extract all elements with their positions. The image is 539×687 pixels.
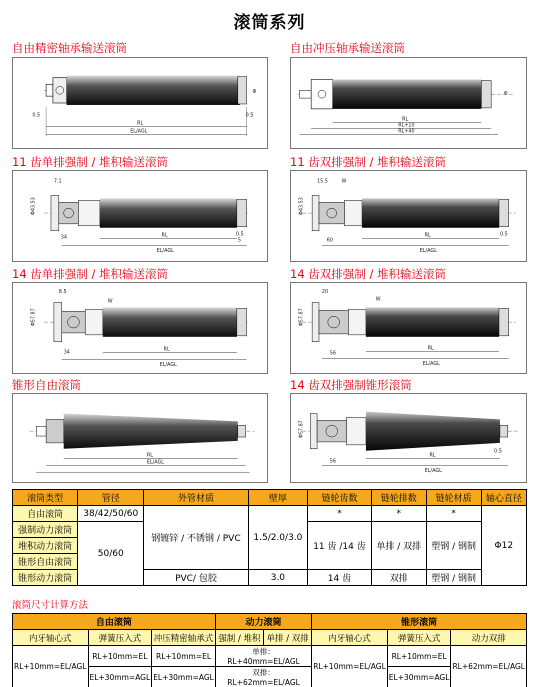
dim-label-diameter: Φ43.53 — [30, 197, 37, 216]
group-taper: 锥形滚筒 — [312, 614, 527, 630]
dim-label-el: EL/AGL — [146, 459, 165, 466]
dim-label-56: 56 — [329, 350, 336, 357]
sub-free-spring: 弹簧压入式 — [88, 630, 152, 646]
cell-sprocket: * — [426, 506, 481, 522]
drawing-11-double — [290, 170, 527, 262]
cell-shaft: Φ12 — [481, 506, 526, 586]
dim-label-5: 5 — [237, 237, 241, 244]
dim-label-rl-40: RL+40 — [398, 128, 415, 135]
dim-label-w: W — [341, 178, 347, 185]
section-title-free-press: 自由冲压轴承输送滚筒 — [290, 41, 405, 55]
v-free-spring-1: RL+10mm=EL — [88, 646, 152, 667]
section-title-11-single: 11 齿单排强制 / 堆积输送滚筒 — [12, 155, 168, 169]
dim-label-15-5: 15.5 — [317, 178, 328, 185]
sub-power-forced: 强制 / 堆积 — [215, 630, 263, 646]
drawing-14-single — [12, 282, 268, 374]
cell-rows: 双排 — [371, 570, 426, 586]
roller-drawing-4 — [291, 171, 526, 261]
col-pipe: 管径 — [78, 490, 144, 506]
v-free-press-2: EL+30mm=AGL — [152, 667, 216, 687]
v-power-2: 双排：RL+62mm=EL/AGL — [215, 667, 311, 687]
roller-drawing-2 — [291, 58, 526, 148]
calc-value-row — [13, 667, 527, 687]
dim-label-rl: RL — [427, 345, 434, 352]
row-type-forced: 强制动力滚筒 — [13, 522, 78, 538]
v-free-inner: RL+10mm=EL/AGL — [13, 646, 89, 687]
cell-wall: 3.0 — [248, 570, 308, 586]
v-taper-spring-2: EL+30mm=AGL — [387, 667, 451, 687]
dim-label-34: 34 — [60, 234, 67, 241]
dim-label-7-1: 7.1 — [53, 178, 62, 185]
cell-teeth: * — [308, 506, 372, 522]
dim-label-60: 60 — [326, 237, 334, 244]
table-row — [13, 506, 527, 522]
dim-label-w: W — [107, 298, 113, 305]
dim-label-34: 34 — [63, 349, 70, 356]
cell-sprocket-mid: 塑钢 / 钢制 — [426, 522, 481, 570]
col-rows: 链轮排数 — [371, 490, 426, 506]
roller-drawing-6 — [291, 283, 526, 373]
v-free-press-1: RL+10mm=EL — [152, 646, 216, 667]
col-shaft: 轴心直径 — [481, 490, 526, 506]
section-title-14-single: 14 齿单排强制 / 堆积输送滚筒 — [12, 267, 168, 281]
section-title-11-double: 11 齿双排强制 / 堆积输送滚筒 — [290, 155, 446, 169]
dim-label-el-agl: EL/AGL — [424, 468, 442, 475]
dim-label-rl: RL — [429, 452, 436, 459]
dim-label-w: W — [375, 296, 381, 303]
dim-label-rl: RL — [146, 452, 153, 459]
roller-drawing-7 — [13, 394, 267, 482]
calc-title: 滚筒尺寸计算方法 — [12, 600, 89, 611]
cell-material: 钢镀锌 / 不锈钢 / PVC — [144, 506, 248, 570]
dim-label-el-agl: EL/AGL — [422, 361, 440, 368]
dim-label-rl: RL — [161, 232, 168, 239]
cell-sprocket: 塑钢 / 钢制 — [426, 570, 481, 586]
cell-teeth-mid: 11 齿 /14 齿 — [308, 522, 372, 570]
dim-label-phi: Φ — [503, 91, 508, 98]
dim-label-el-agl: EL/AGL — [130, 128, 148, 135]
roller-drawing-1 — [13, 58, 267, 148]
cell-wall: 1.5/2.0/3.0 — [248, 506, 308, 570]
col-teeth: 链轮齿数 — [308, 490, 372, 506]
dim-label-56: 56 — [329, 458, 337, 465]
row-type-taper-free: 锥形自由滚筒 — [13, 554, 78, 570]
v-taper-power: RL+62mm=EL/AGL — [451, 646, 527, 687]
col-material: 外管材质 — [144, 490, 248, 506]
cell-teeth: 14 齿 — [308, 570, 372, 586]
dim-label-05: 0.5 — [494, 448, 502, 455]
dim-label-05: 0.5 — [235, 231, 244, 238]
sub-free-inner: 内牙轴心式 — [13, 630, 89, 646]
cell-pipe: 38/42/50/60 — [78, 506, 144, 522]
group-power: 动力滚筒 — [215, 614, 311, 630]
col-type: 滚筒类型 — [13, 490, 78, 506]
dim-label-20: 20 — [321, 288, 329, 295]
cell-rows: * — [371, 506, 426, 522]
calc-sub-row — [13, 630, 527, 646]
dim-label-rl: RL — [424, 232, 431, 239]
dim-label-diameter: Φ57.87 — [298, 420, 305, 438]
dim-label-left: 0.5 — [32, 112, 41, 119]
calc-table — [12, 613, 527, 687]
calc-group-row — [13, 614, 527, 630]
v-free-spring-2: EL+30mm=AGL — [88, 667, 152, 687]
row-type-taper-power: 锥形动力滚筒 — [13, 570, 78, 586]
section-title-14-double: 14 齿双排强制 / 堆积输送滚筒 — [290, 267, 446, 281]
drawing-taper-power — [290, 393, 527, 483]
dim-label-diameter: Φ43.53 — [298, 197, 305, 216]
drawing-14-double — [290, 282, 527, 374]
section-title-free-precision: 自由精密轴承输送滚筒 — [12, 41, 127, 55]
group-free: 自由滚筒 — [13, 614, 216, 630]
sub-taper-power: 动力双排 — [451, 630, 527, 646]
roller-drawing-8 — [291, 394, 526, 482]
dim-label-el-agl: EL/AGL — [159, 362, 177, 369]
spec-header-row — [13, 490, 527, 506]
roller-drawing-5 — [13, 283, 267, 373]
drawing-taper-free — [12, 393, 268, 483]
drawing-free-precision — [12, 57, 268, 149]
drawing-11-single — [12, 170, 268, 262]
calc-value-row — [13, 646, 527, 667]
v-taper-inner: RL+10mm=EL/AGL — [312, 646, 388, 687]
dim-label-right: 0.5 — [245, 112, 254, 119]
dim-label-diameter: Φ57.87 — [298, 308, 305, 327]
spec-table — [12, 489, 527, 586]
sub-free-press: 冲压精密轴承式 — [152, 630, 216, 646]
sub-power-rows: 单排 / 双排 — [264, 630, 312, 646]
roller-drawing-3 — [13, 171, 267, 261]
row-type-free: 自由滚筒 — [13, 506, 78, 522]
dim-label-phi: Φ — [252, 89, 257, 96]
section-title-taper-power: 14 齿双排强制锥形滚筒 — [290, 378, 412, 392]
dim-label-el-agl: EL/AGL — [419, 248, 437, 255]
sub-taper-spring: 弹簧压入式 — [387, 630, 451, 646]
row-type-accumulate: 堆积动力滚筒 — [13, 538, 78, 554]
dim-label-rl-10: RL+10 — [398, 122, 415, 129]
dim-label-rl: RL — [163, 346, 170, 353]
cell-material: PVC/ 包胶 — [144, 570, 248, 586]
section-title-taper-free: 锥形自由滚筒 — [12, 378, 81, 392]
dim-label-el-agl: EL/AGL — [156, 248, 174, 255]
dim-label-rl: RL — [402, 116, 409, 123]
cell-pipe-mid: 50/60 — [78, 522, 144, 586]
dim-label-rl: RL — [137, 120, 144, 127]
dim-label-05: 0.5 — [499, 231, 508, 238]
page-title: 滚筒系列 — [233, 13, 306, 33]
col-wall: 壁厚 — [248, 490, 308, 506]
drawing-free-press — [290, 57, 527, 149]
sub-taper-inner: 内牙轴心式 — [312, 630, 388, 646]
v-taper-spring-1: RL+10mm=EL — [387, 646, 451, 667]
cell-rows-mid: 单排 / 双排 — [371, 522, 426, 570]
dim-label-8-5: 8.5 — [58, 288, 67, 295]
dim-label-diameter: Φ57.87 — [30, 308, 37, 327]
col-sprocket: 链轮材质 — [426, 490, 481, 506]
v-power-1: 单排：RL+40mm=EL/AGL — [215, 646, 311, 667]
